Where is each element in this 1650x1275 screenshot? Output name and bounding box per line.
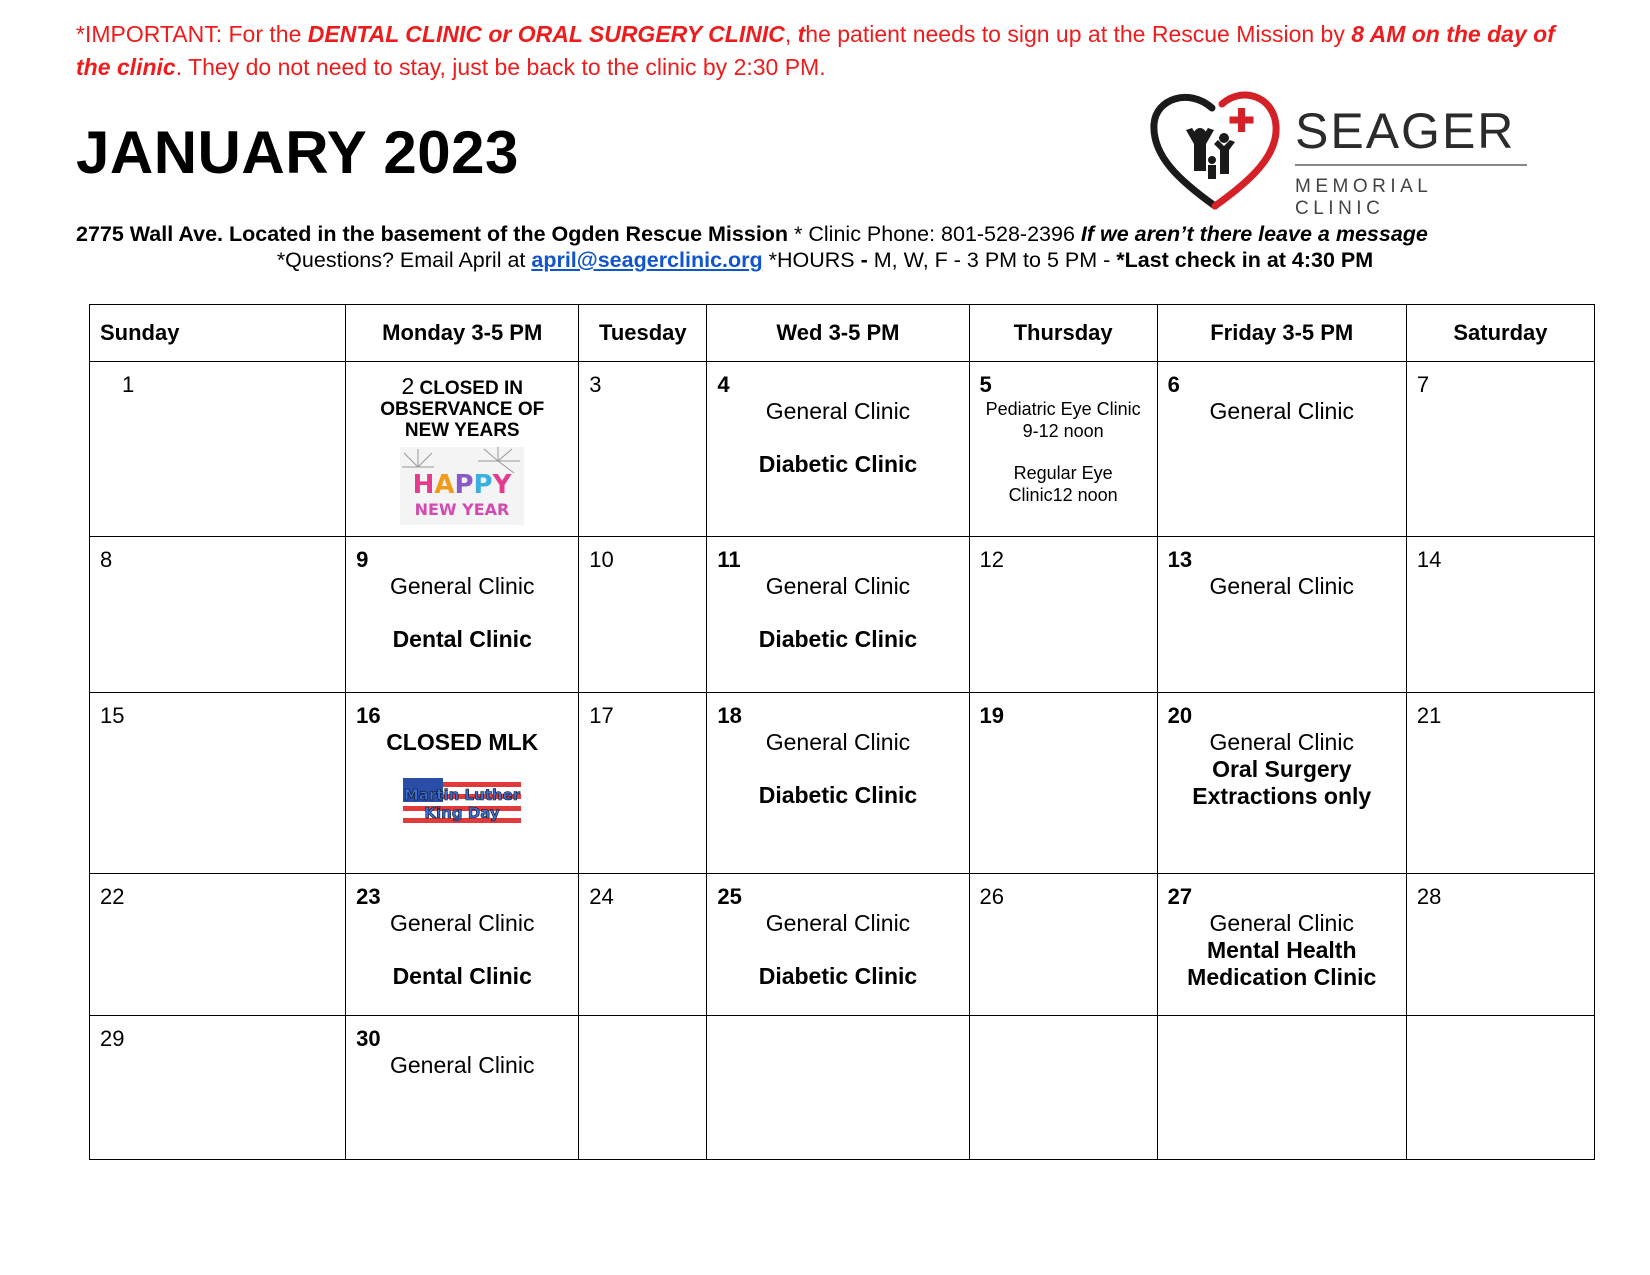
day-cell	[1157, 693, 1406, 874]
day-number: 21	[1416, 703, 1442, 728]
day-cell	[969, 693, 1157, 874]
calendar-header-row	[90, 305, 1595, 362]
day-cell	[579, 693, 707, 874]
day-number: 13	[1167, 547, 1193, 572]
day-number: 26	[979, 884, 1005, 909]
header-friday: Friday 3-5 PM	[1157, 305, 1406, 362]
day-number: 16	[356, 703, 381, 728]
event-closed-mlk: CLOSED MLK	[386, 729, 539, 755]
day-cell	[90, 874, 346, 1016]
day-cell	[969, 537, 1157, 693]
important-notice: *IMPORTANT: For the DENTAL CLINIC or ORAL SURGERY CLINIC, the patient needs to sign up at the Rescue Mission by 8 AM on the day of the clinic. They do not need to stay, just be back to the clinic by 2:30 PM.	[76, 21, 1555, 80]
page-title: JANUARY 2023	[76, 119, 519, 186]
day-cell	[1157, 537, 1406, 693]
day-number: 1	[122, 372, 135, 397]
day-cell	[707, 362, 969, 537]
day-number: 22	[100, 884, 125, 909]
day-cell	[1406, 537, 1594, 693]
day-number: 28	[1416, 884, 1442, 909]
event-general-clinic: General Clinic	[765, 729, 911, 755]
seager-logo	[1150, 86, 1530, 219]
day-cell	[1406, 693, 1594, 874]
day-cell	[969, 874, 1157, 1016]
day-number: 15	[100, 703, 125, 728]
logo-divider	[1295, 164, 1527, 166]
event-pediatric-eye: Pediatric Eye Clinic 9-12 noon	[985, 399, 1141, 441]
day-cell	[90, 362, 346, 537]
day-cell	[90, 1016, 346, 1160]
day-number: 4	[717, 372, 730, 397]
day-cell	[1406, 362, 1594, 537]
event-general-clinic: General Clinic	[1209, 573, 1354, 599]
event-general-clinic: General Clinic	[765, 573, 911, 599]
day-number: 14	[1416, 547, 1442, 572]
address-line: 2775 Wall Ave. Located in the basement of the Ogden Rescue Mission * Clinic Phone: 801-528-2396 If we aren’t there leave a message	[76, 222, 1428, 246]
mlk-text-1: Martin Luther	[404, 786, 521, 804]
day-number: 9	[356, 547, 369, 572]
event-general-clinic: General Clinic	[1209, 729, 1354, 755]
day-number: 29	[100, 1026, 125, 1051]
event-general-clinic: General Clinic	[765, 910, 911, 936]
event-diabetic-clinic: Diabetic Clinic	[758, 782, 918, 808]
happy-text: HAPPY	[412, 470, 512, 500]
mlk-day-flag-image	[403, 778, 521, 830]
mlk-text-2: King Day	[424, 804, 500, 822]
day-number: 18	[717, 703, 742, 728]
day-cell	[346, 362, 579, 537]
day-number: 11	[717, 547, 741, 572]
heart-family-icon	[1150, 86, 1290, 216]
day-cell	[346, 874, 579, 1016]
day-number: 23	[356, 884, 381, 909]
day-number: 3	[589, 372, 602, 397]
event-mental-health: Mental Health Medication Clinic	[1187, 937, 1377, 990]
day-cell	[346, 693, 579, 874]
day-number: 25	[717, 884, 742, 909]
day-number: 30	[356, 1026, 381, 1051]
header-thursday: Thursday	[969, 305, 1157, 362]
day-cell	[969, 362, 1157, 537]
day-cell	[1157, 874, 1406, 1016]
event-diabetic-clinic: Diabetic Clinic	[758, 963, 918, 989]
day-cell	[90, 693, 346, 874]
week-row	[90, 537, 1595, 693]
week-row	[90, 1016, 1595, 1160]
day-cell	[1157, 362, 1406, 537]
day-cell-empty	[969, 1016, 1157, 1160]
day-cell	[346, 1016, 579, 1160]
closed-new-years-note: 2 CLOSED IN OBSERVANCE OF NEW YEARS	[380, 373, 545, 441]
day-cell	[346, 537, 579, 693]
new-year-text: NEW YEAR	[414, 500, 510, 519]
week-row	[90, 362, 1595, 537]
day-number: 10	[589, 547, 614, 572]
event-diabetic-clinic: Diabetic Clinic	[758, 626, 918, 652]
header-sunday: Sunday	[90, 305, 346, 362]
happy-new-year-image	[400, 447, 524, 525]
day-number: 7	[1416, 372, 1430, 397]
contact-hours-line: *Questions? Email April at april@seagerclinic.org *HOURS - M, W, F - 3 PM to 5 PM - *Last check in at 4:30 PM	[276, 248, 1374, 272]
day-number: 20	[1167, 703, 1193, 728]
event-diabetic-clinic: Diabetic Clinic	[758, 451, 918, 477]
logo-wordmark: SEAGER	[1295, 103, 1516, 159]
email-link[interactable]: april@seagerclinic.org	[531, 248, 763, 272]
day-cell	[579, 537, 707, 693]
day-number: 8	[100, 547, 113, 572]
event-dental-clinic: Dental Clinic	[392, 963, 532, 989]
event-oral-surgery: Oral Surgery Extractions only	[1192, 756, 1372, 809]
logo-subtitle: MEMORIAL CLINIC	[1295, 176, 1432, 219]
header-tuesday: Tuesday	[579, 305, 707, 362]
day-cell	[579, 362, 707, 537]
event-general-clinic: General Clinic	[765, 398, 911, 424]
day-cell	[707, 693, 969, 874]
event-general-clinic: General Clinic	[390, 910, 535, 936]
calendar-table	[89, 304, 1595, 1160]
day-cell	[707, 537, 969, 693]
header-wednesday: Wed 3-5 PM	[707, 305, 969, 362]
event-general-clinic: General Clinic	[1209, 398, 1354, 424]
day-number: 12	[979, 547, 1005, 572]
event-regular-eye: Regular Eye Clinic12 noon	[1008, 463, 1118, 505]
day-cell	[579, 874, 707, 1016]
event-general-clinic: General Clinic	[1209, 910, 1354, 936]
day-cell-empty	[579, 1016, 707, 1160]
day-cell-empty	[1406, 1016, 1594, 1160]
day-number: 5	[979, 372, 992, 397]
event-general-clinic: General Clinic	[390, 573, 535, 599]
day-number: 27	[1167, 884, 1193, 909]
week-row	[90, 693, 1595, 874]
header-monday: Monday 3-5 PM	[346, 305, 579, 362]
day-cell	[1406, 874, 1594, 1016]
day-number: 24	[589, 884, 614, 909]
day-cell	[90, 537, 346, 693]
day-number: 6	[1167, 372, 1180, 397]
header-saturday: Saturday	[1406, 305, 1594, 362]
week-row	[90, 874, 1595, 1016]
day-cell-empty	[707, 1016, 969, 1160]
event-general-clinic: General Clinic	[390, 1052, 535, 1078]
event-dental-clinic: Dental Clinic	[392, 626, 532, 652]
day-number: 17	[589, 703, 614, 728]
day-cell-empty	[1157, 1016, 1406, 1160]
day-cell	[707, 874, 969, 1016]
day-number: 19	[979, 703, 1005, 728]
